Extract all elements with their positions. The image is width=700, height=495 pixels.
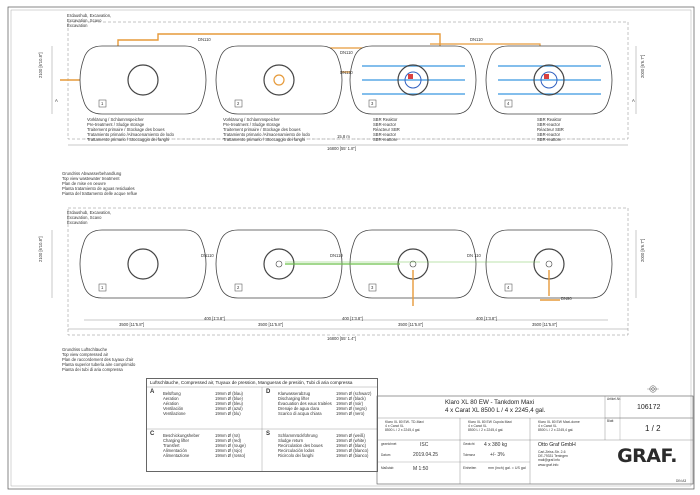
- weight-label: Gewicht: [463, 442, 475, 446]
- tank-number-4-bottom: 4: [507, 285, 510, 290]
- units-label: Einheiten: [463, 466, 477, 470]
- scale-value: M 1:50: [413, 466, 429, 472]
- graf-logo: GRAF.: [606, 444, 688, 468]
- dn110-label-top-a: DN110: [198, 37, 211, 42]
- scale-label: Maßstab: [381, 466, 394, 470]
- legend-group-c-names: Beschickungsheber Charging lifter Transfert Alimentación Alimentazione: [163, 433, 200, 458]
- dim-segment-3500-3: 3500 [11'5.8"]: [398, 322, 424, 327]
- project-subtitle: 4 x Carat XL 8500 L / 4 x 2245,4 gal.: [445, 407, 546, 414]
- legend-group-a-names: Belüftung Aeration Aération Ventilación Ventilazione: [163, 391, 186, 416]
- dn110-label-top-d: DN110: [470, 37, 483, 42]
- dn110-label-bottom-b: DN110: [330, 253, 343, 258]
- sheet-number: 1 / 2: [645, 424, 661, 433]
- blatt-label: Blatt: [607, 419, 614, 423]
- tank-3-top: [350, 46, 476, 114]
- dim-segment-400-1: 400 [1'3.8"]: [204, 316, 225, 321]
- tank-number-3-top: 3: [371, 101, 374, 106]
- height-right-top: 2000 [6'6.7"]: [640, 54, 645, 78]
- sheet-format: DIN A3: [676, 479, 687, 483]
- dim-segment-400-3: 400 [1'3.8"]: [476, 316, 497, 321]
- legend-title: Luftschläuche, Compressed air, Tuyaux de pression, Mangueras de presión, Tubi di aria compressa: [150, 380, 353, 385]
- dim-segment-3500-1: 3500 [11'5.8"]: [119, 322, 145, 327]
- section-marker-a-top: A: [55, 98, 58, 103]
- tolerance-label: Toleranz: [463, 453, 476, 457]
- tank-1-description: Vorklärung / Schlammspeicher Pre-treatment / Sludge storage Traitement primaire / Stockage des boues Tratamiento primario /Almacenamiento de lodo Trattamento primario / Stoccaggio dei fanghi: [87, 117, 174, 142]
- company-address: Carl-Zeiss-Str. 2-6 DE-79331 Teningen mail@graf.info www.graf.info: [538, 450, 568, 467]
- dn90-label: DN90: [561, 296, 572, 301]
- height-left-bottom: 2100 [6'10.8"]: [38, 236, 43, 262]
- dim-segment-3500-2: 3500 [11'5.8"]: [258, 322, 284, 327]
- section-caption-top: Grundriss Abwasserbehandlung Top view wastewater treatment Plan de mise en oeuvre Planta tratamiento de aguas residuales Pianta del trattamento delle acque reflue: [62, 171, 138, 196]
- tolerance-value: +/- 3%: [490, 452, 505, 458]
- tank-3-description: SBR Reaktor SBR-reactor Réacteur SBR SBR-reactor SBR-reattore: [373, 117, 400, 142]
- tank-number-4-top: 4: [507, 101, 510, 106]
- legend-letter-a: A: [150, 389, 155, 395]
- dim-segment-400-2: 400 [1'3.8"]: [342, 316, 363, 321]
- excavation-label-top: Erdaushub, Excavation, Excavation, Scavo Excavation: [67, 13, 112, 28]
- dn110-label-top-b: DN110: [340, 50, 353, 55]
- height-left-top: 2100 [6'10.8"]: [38, 52, 43, 78]
- legend-group-d-names: Klarwasserabzug Discharging lifter Évacuation des eaux traitées Drenaje de agua clara Scarico di acqua chiara: [278, 391, 332, 416]
- dn110-label-bottom-c: DN 110: [467, 253, 481, 258]
- artikel-number: 106172: [637, 404, 661, 411]
- tank-2-description: Vorklärung / Schlammspeicher Pre-treatment / Sludge storage Traitement primaire / Stockage des boues Tratamiento primario /Almacenamiento de lodo Trattamento primario / Stoccaggio dei fanghi: [223, 117, 310, 142]
- excavation-label-bottom: Erdaushub, Excavation, Excavation, Scavo Excavation: [67, 210, 112, 225]
- tank-number-2-top: 2: [237, 101, 240, 106]
- total-length-top: 16800 [55' 1.8"]: [327, 146, 357, 151]
- tank-number-1-bottom: 1: [101, 285, 104, 290]
- date-value: 2019.04.25: [413, 452, 439, 458]
- legend-group-s-names: Schlammrückführung Sludge return Recirculation des boues Recirculación lodos Ricircolo dei fanghi: [278, 433, 323, 458]
- weight-value: 4 x 380 kg: [484, 442, 508, 448]
- inner-length-label: 15,8 m: [337, 134, 350, 139]
- dn110-label-top-c: DN110: [340, 70, 353, 75]
- total-length-bottom: 16800 [55' 1.4"]: [327, 336, 357, 341]
- legend-letter-c: C: [150, 431, 155, 437]
- height-right-bottom: 2000 [6'6.7"]: [640, 238, 645, 262]
- tank-number-3-bottom: 3: [371, 285, 374, 290]
- legend-group-s-specs: 19mm Ø (weiß) 19mm Ø (white) 19mm Ø (blanc) 19mm Ø (blanco) 19mm Ø (bianco): [336, 433, 369, 458]
- section-caption-bottom: Grundriss Luftschläuche Top view compressed air Plan de raccordement des tuyaux d'air Planta superior tubería aire comprimido Pianta dei tubi di aria compressa: [62, 347, 136, 372]
- variant-3: Klaro XL 80 EW Maxi-dome 4 x Carat XL 8500 L / 2 x 2245,4 gal.: [538, 420, 580, 432]
- legend-group-c-specs: 19mm Ø (rot) 19mm Ø (red) 19mm Ø (rouge) 19mm Ø (rojo) 19mm Ø (rosso): [215, 433, 246, 458]
- legend-letter-s: S: [266, 431, 271, 437]
- legend-group-a-specs: 19mm Ø (blau) 19mm Ø (blue) 19mm Ø (bleu) 19mm Ø (azul) 19mm Ø (blu): [215, 391, 243, 416]
- tank-4-description: SBR Reaktor SBR-reactor Réacteur SBR SBR-reactor SBR-reattore: [537, 117, 564, 142]
- drawn-by-value: ISC: [420, 442, 429, 448]
- drawn-by-label: gezeichnet: [381, 442, 397, 446]
- units-value: mm (inch) gal. = US gal: [488, 466, 526, 470]
- tank-number-2-bottom: 2: [237, 285, 240, 290]
- tank-4-top: [486, 46, 612, 114]
- variant-1: Klaro XL 80 EW- TD-Maxi 4 x Carat XL 8500 L / 2 x 2245,4 gal.: [385, 420, 424, 432]
- tank-1-top: [80, 46, 206, 114]
- dim-segment-3500-4: 3500 [11'5.8"]: [532, 322, 558, 327]
- project-title: Klaro XL 80 EW - Tankdom Maxi: [445, 399, 535, 406]
- tank-number-1-top: 1: [101, 101, 104, 106]
- section-marker-a-top-right: A: [632, 98, 635, 103]
- company-name: Otto Graf GmbH: [538, 442, 576, 448]
- legend-letter-d: D: [266, 389, 271, 395]
- date-label: Datum: [381, 453, 391, 457]
- dn110-label-bottom-a: DN110: [201, 253, 214, 258]
- artikel-label: Artikel-Nr.: [607, 397, 621, 401]
- variant-2: Klaro XL 80 EW Cupola Maxi 4 x Carat XL 8500 L / 2 x 2245,4 gal.: [468, 420, 512, 432]
- tank-1-bottom: [80, 230, 206, 298]
- tank-2-top: [216, 46, 342, 114]
- projection-symbol-icon: [647, 386, 659, 392]
- legend-group-d-specs: 19mm Ø (schwarz) 19mm Ø (black) 19mm Ø (noir) 19mm Ø (negro) 19mm Ø (nero): [336, 391, 372, 416]
